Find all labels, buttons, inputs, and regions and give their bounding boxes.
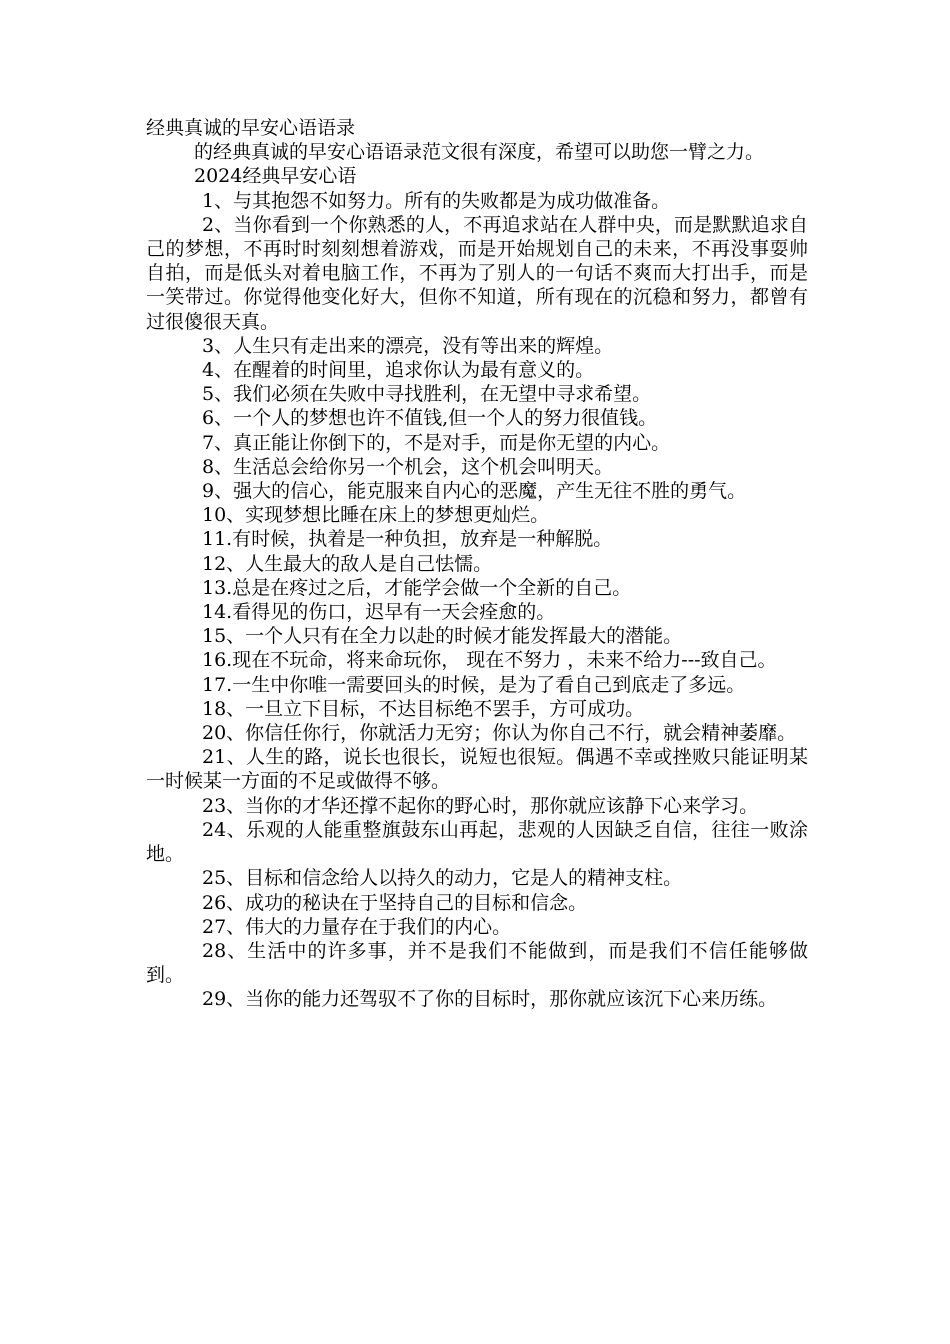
- quote-item-21: 21、人生的路，说长也很长，说短也很短。偶遇不幸或挫败只能证明某一时候某一方面的不足或做得不够。: [146, 746, 808, 793]
- document-body: [146, 116, 808, 1012]
- quote-item-11: 11.有时候，执着是一种负担，放弃是一种解脱。: [202, 528, 613, 551]
- quote-item-17: 17.一生中你唯一需要回头的时候，是为了看自己到底走了多远。: [202, 673, 746, 696]
- quote-item-16: 16.现在不玩命，将来命玩你， 现在不努力 ，未来不给力---致自己。: [202, 649, 777, 672]
- intro-paragraph: 的经典真诚的早安心语语录范文很有深度，希望可以助您一臂之力。: [194, 141, 765, 164]
- quote-item-1: 1、与其抱怨不如努力。所有的失败都是为成功做准备。: [202, 189, 671, 212]
- document-title: 经典真诚的早安心语语录: [146, 117, 356, 139]
- quote-item-13: 13.总是在疼过之后，才能学会做一个全新的自己。: [202, 576, 632, 599]
- quote-item-25: 25、目标和信念给人以持久的动力，它是人的精神支柱。: [202, 867, 683, 890]
- quote-item-18: 18、一旦立下目标，不达目标绝不罢手，方可成功。: [202, 697, 645, 720]
- quote-item-24: 24、乐观的人能重整旗鼓东山再起，悲观的人因缺乏自信，往往一败涂地。: [146, 818, 808, 866]
- quote-item-12: 12、人生最大的敌人是自己怯懦。: [202, 552, 493, 575]
- quote-item-27: 27、伟大的力量存在于我们的内心。: [202, 915, 512, 938]
- quote-item-7: 7、真正能让你倒下的，不是对手，而是你无望的内心。: [202, 431, 671, 454]
- quote-item-9: 9、强大的信心，能克服来自内心的恶魔，产生无往不胜的勇气。: [202, 480, 747, 503]
- quote-item-3: 3、人生只有走出来的漂亮，没有等出来的辉煌。: [202, 334, 614, 357]
- quote-item-10: 10、实现梦想比睡在床上的梦想更灿烂。: [202, 504, 550, 527]
- quote-item-26: 26、成功的秘诀在于坚持自己的目标和信念。: [202, 891, 588, 914]
- quote-item-23: 23、当你的才华还撑不起你的野心时，那你就应该静下心来学习。: [202, 794, 759, 817]
- section-heading: 2024经典早安心语: [194, 165, 357, 188]
- quote-item-5: 5、我们必须在失败中寻找胜利，在无望中寻求希望。: [202, 383, 652, 406]
- quote-item-4: 4、在醒着的时间里，追求你认为最有意义的。: [202, 359, 595, 382]
- quote-item-15: 15、一个人只有在全力以赴的时候才能发挥最大的潜能。: [202, 625, 683, 648]
- quote-item-8: 8、生活总会给你另一个机会，这个机会叫明天。: [202, 455, 614, 478]
- quote-item-20: 20、你信任你行，你就活力无穷；你认为你自己不行，就会精神萎靡。: [202, 722, 797, 745]
- quote-item-29: 29、当你的能力还驾驭不了你的目标时，那你就应该沉下心来历练。: [202, 988, 778, 1011]
- quote-item-2: 2、当你看到一个你熟悉的人，不再追求站在人群中央，而是默默追求自己的梦想，不再时时刻刻想着游戏，而是开始规划自己的未来，不再没事耍帅自拍，而是低头对着电脑工作，不再为了别人的一句话不爽而大打出手，而是一笑带过。你觉得他变化好大，但你不知道，所有现在的沉稳和努力，都曾有过很傻很天真。: [146, 213, 808, 333]
- quote-item-14: 14.看得见的伤口，迟早有一天会痊愈的。: [202, 601, 556, 624]
- quote-item-6: 6、一个人的梦想也许不值钱,但一个人的努力很值钱。: [202, 407, 658, 430]
- quote-item-28: 28、生活中的许多事，并不是我们不能做到，而是我们不信任能够做到。: [146, 939, 808, 987]
